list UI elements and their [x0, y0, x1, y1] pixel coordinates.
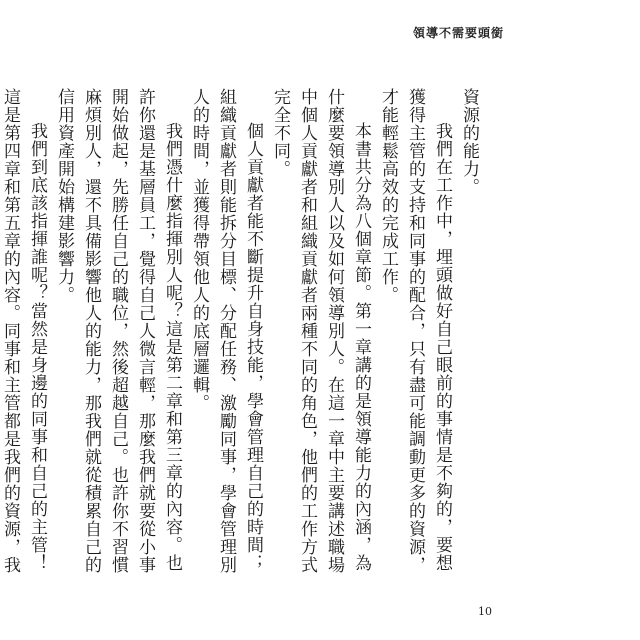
running-header: 領導不需要頭銜	[412, 26, 504, 40]
body-text	[0, 88, 482, 588]
paragraph: 我們到底該指揮誰呢？當然是身邊的同事和自己的主管！這是第四章和第五章的內容。同事和主管都是我們的資源，我	[0, 88, 47, 574]
page-number: 10	[478, 605, 492, 618]
paragraph: 本書共分為八個章節。第一章講的是領導能力的內涵，為什麼要領導別人以及如何領導別人。在這一章中主要講述職場中個人貢獻者和組織貢獻者兩種不同的角色，他們的工作方式完全不同。	[270, 88, 371, 574]
paragraph: 我們憑什麼指揮別人呢？這是第二章和第三章的內容。也許你還是基層員工，覺得自己人微言輕，那麼我們就要從小事開始做起，先勝任自己的職位，然後超越自己。也許你不習慣麻煩別人，還不具備影響他人的能力，那我們就從積累自己的信用資產開始構建影響力。	[54, 88, 182, 574]
paragraph: 個人貢獻者能不斷提升自身技能，學會管理自己的時間；組織貢獻者則能拆分目標、分配任務、激勵同事，學會管理別人的時間，並獲得帶領他人的底層邏輯。	[189, 88, 263, 574]
paragraph: 我們在工作中，埋頭做好自己眼前的事情是不夠的，要想獲得主管的支持和同事的配合，只有盡可能調動更多的資源，才能輕鬆高效的完成工作。	[378, 88, 452, 574]
paragraph: 資源的能力。	[459, 88, 479, 196]
